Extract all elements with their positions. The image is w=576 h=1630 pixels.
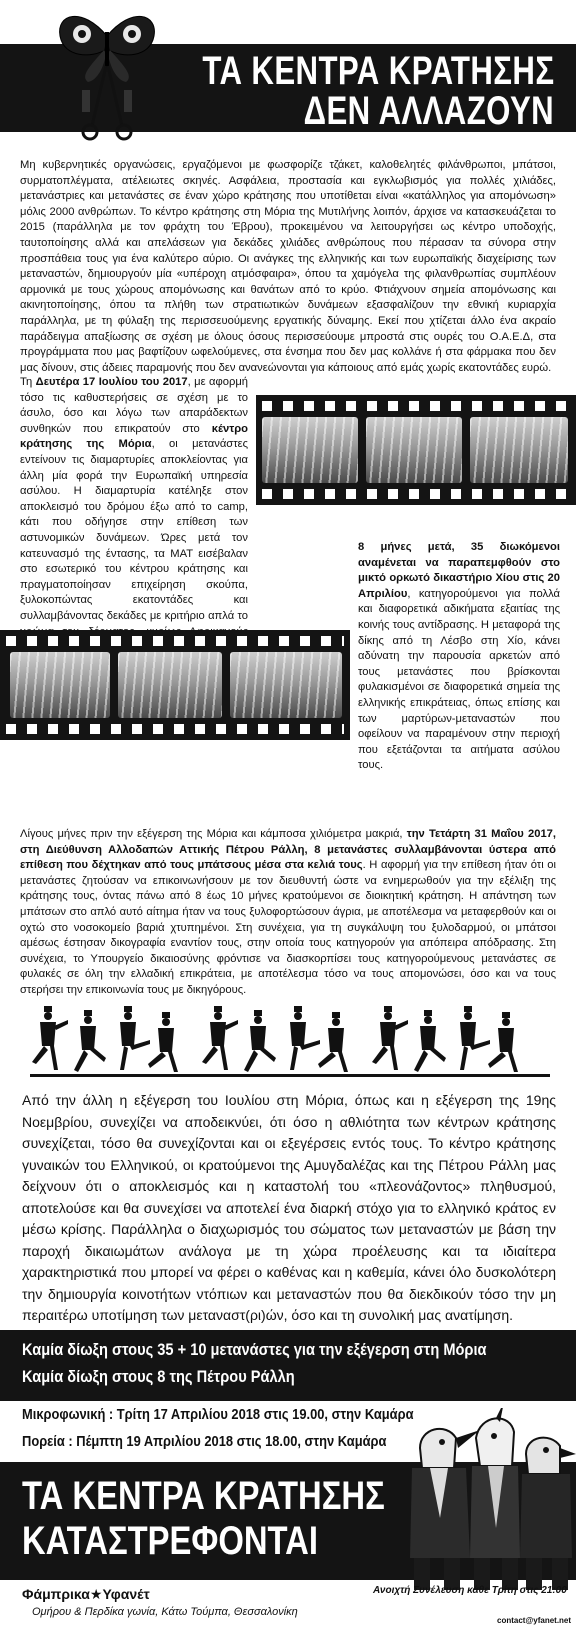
text-span: , με αφορμή τόσο τις καθυστερήσεις σε σχέση με το άσυλο, όσο και λόγω των απαράδεκτων συνθηκών που επικρατούν στο	[20, 376, 248, 435]
assembly-schedule: Ανοιχτή Συνέλευση κάθε Τρίτη στις 21:00	[373, 1585, 567, 1596]
demand-line-2: Καμία δίωξη στους 8 της Πέτρου Ράλλη	[22, 1367, 295, 1386]
photo-frame	[230, 652, 342, 718]
arrest-headline: την Τετάρτη 31 Μαΐου 2017, στη Διεύθυνση Αλλοδαπών Αττικής Πέτρου Ράλλη, 8 μετανάστες συλλαμβάνονται ύστερα από επίθεση που δέχτηκαν από τους μπάτσους μέσα στα κελιά τους	[20, 828, 556, 872]
text-span: . Η αφορμή για την επίθεση ήταν ότι οι μετανάστες ζητούσαν να επικοινωνήσουν με τον διευθυντή ώστε να ενημερωθούν για την εξέλιξη της κράτησης τους, όντας πάνω από 8 έως 10 μήνες κρατούμενοι σε διοικητική κράτηση. Η απάντηση των μπάτσων στο απλό αυτό αίτημα ήταν να τους ξυλοφορτώσουν άγρια, με αποτέλεσμα να μεταφερθούν και οι οχτώ στο νοσοκομείο βαριά χτυπημένοι. Στη συνέχεια, για τη συγκάλυψη του ξυλοδαρμού, οι μπάτσοι αμέσως έστησαν δικογραφία εναντίον τους, στην οποία τους κατηγορούν για απόπειρα απόδρασης. Στη συνέχεια, το Υπουργείο δικαιοσύνης φρόντισε να διασκορπίσει τους κατηγορούμενους μετανάστες σε φυλακές σε όλη την ελλαδική επικράτεια, με αποτέλεσμα τόσο να τους απομονώσει, όσο και να τους στερήσει την επικοινωνία τους με δικηγόρους.	[20, 859, 556, 996]
film-perforations-top	[262, 401, 570, 411]
rally-announcement: Μικροφωνική : Τρίτη 17 Απριλίου 2018 στις 19.00, στην Καμάρα	[22, 1406, 414, 1423]
intro-paragraph: Μη κυβερνητικές οργανώσεις, εργαζόμενοι με φωσφορίζε τζάκετ, καλοθελητές φιλάνθρωποι, μπάτσοι, συρματοπλέγματα, ατέλειωτες σκηνές. Ασφάλεια, προστασία και εγκλωβισμός για πολλές χιλιάδες, μετανάστριες και μετανάστες σε έναν χώρο κράτησης που υποτίθεται είναι «κατάλληλος για απομόνωση» μόλις 2000 ανθρώπων. Το κέντρο κράτησης στη Μόρια της Μυτιλήνης λοιπόν, άρχισε να κατασκευάζεται το 2015 (παράλληλα με τον φράχτη του Έβρου), προκειμένου να λειτουργήσει ως κέντρο υποδοχής, ταυτοποίησης αλλά και απελάσεων για δεκάδες χιλιάδες ανθρώπους που πέρασαν τα σύνορα στην προσπάθεια τους για ένα καλύτερο αύριο. Οι ανάγκες της ελληνικής και των ευρωπαϊκής διαχείρισης των μεταναστών, δημιουργούν μία «υπέροχη ατμόσφαιρα», όπου τα χαμόγελα της φιλανθρωπίας συμπλέουν αρμονικά με τους χώρους απομόνωσης και θανάτων από το κρύο. Φτιάχνουν σημεία απομόνωσης και ακινητοποίησης, όπου τα πλήθη των στρατιωτικών δυνάμεων εξασφαλίζουν την εθνική κυριαρχία παράλληλα, με τη φύλαξη της περισσευούμενης εργατικής δύναμης. Εκεί που χτίζεται άλλο ένα ακραίο παράδειγμα απαξίωσης σε σχέση με όλους όσους περισσεύουμε μπροστά στις ουρές του Ο.Α.Ε.Δ, στα προγράμματα που μας βαφτίζουν ωφελούμενες, στα ένσημα που δεν μας κολλάνε ή στα φάρμακα που δεν μας δίνουν, στις άδειες παραμονής που δεν ανανεώνονται για κάποιους από εμάς χωρίς εκατοντάδες ευρώ.	[20, 159, 556, 374]
text-span: , κατηγορούμενοι για πολλά και διαφορετικά αδικήματα εξαιτίας της κοινής τους αντίδρασης. Η μεταφορά της δίκης από τη Λέσβο στη Χίο, κάνει αδύνατη την παρουσία αρκετών από τους μετανάστες που βρίσκονται φυλακισμένοι σε διαφορετικά σημεία της ελληνικής επικράτειας, όπως επίσης και των μαρτύρων-μεταναστών που οφείλουν να παραμένουν στην περιοχή που εξετάζονται τα αιτήματα ασύλου τους.	[358, 587, 560, 772]
petrou-ralli-paragraph	[20, 827, 556, 999]
closing-title-line-2: ΚΑΤΑΣΤΡΕΦΟΝΤΑΙ	[22, 1519, 318, 1563]
photo-frame	[10, 652, 110, 718]
text-span: , οι μετανάστες εντείνουν τις διαμαρτυρίες αποκλείοντας για άλλη μία φορά την Ευρωπαϊκή υπηρεσία ασύλου. Η διαμαρτυρία κατέληξε στον αποκλεισμό του δρόμου έξω από το camp, κάτι που οδήγησε στην επίθεση των αστυνομικών δυνάμεων. Ώρες μετά τον κατευνασμό της έντασης, τα ΜΑΤ εισέβαλαν στο εσωτερικό του κέντρου κράτησης και πραγματοποίησαν επιχείρηση σκούπα, ξυλοκοπώντας εκατοντάδες και συλλαμβάνοντας δεκάδες με κριτήριο απλά το	[20, 438, 248, 622]
march-announcement: Πορεία : Πέμπτη 19 Απριλίου 2018 στις 18.00, στην Καμάρα	[22, 1433, 387, 1450]
closing-paragraph: Από την άλλη η εξέγερση του Ιουλίου στη Μόρια, όπως και η εξέγερση της 19ης Νοεμβρίου, συνεχίζει να αποδεικνύει, ότι όσο η αθλιότητα των κέντρων κράτησης συνεχίζεται, τόσο θα συνεχίζονται και οι εξεγέρσεις εντός τους. Το κέντρο κράτησης γυναικών του Ελληνικού, οι κρατούμενοι της Αμυγδαλέζας και της Πέτρου Ράλλη μας δείχνουν ότι ο αποκλεισμός και η καταστολή του «πλεονάζοντος» πληθυσμού, αποτελούσε και θα συνεχίσει να αποτελεί ένα διαρκή στόχο για το ελληνικό κράτος εν μέσω κρίσης. Παράλληλα ο διαχωρισμός του σώματος των μεταναστών με βάση την παροχή δικαιωμάτων ανάλογα με τη χώρα προέλευσης και τα ιδιαίτερα χαρακτηριστικά που μπορεί να φέρει ο καθένας και η καθεμία, κάνει όλο δυσκολότερη την δημιουργία κοινοτήτων ντόπιων και μεταναστών που θα διεκδικούν τόσο την μη περαιτέρω υποτίμηση των μεταναστ(ρι)ών, όσο και τη συνολική μας ανατίμηση.	[22, 1092, 556, 1323]
film-perforations-top	[6, 636, 344, 646]
trial-headline: 8 μήνες μετά, 35 διωκόμενοι αναμένεται να παραπεμφθούν στο μικτό ορκωτό δικαστήριο Χίου στις 20 Απριλίου	[358, 541, 560, 600]
place-name: κέντρο κράτησης της Μόρια	[20, 422, 248, 451]
moth-illustration	[52, 6, 162, 144]
photo-frame	[366, 417, 462, 483]
photo-frame	[118, 652, 222, 718]
collective-name-part: Φάμπρικα	[22, 1586, 90, 1602]
film-perforations-bottom	[6, 724, 344, 734]
photo-frame	[470, 417, 568, 483]
trial-paragraph	[358, 540, 560, 774]
contact-email[interactable]: contact@yfanet.net	[497, 1616, 572, 1625]
text-span: Λίγους μήνες πριν την εξέγερση της Μόρια και κάμποσα χιλιόμετρα μακριά,	[20, 828, 407, 840]
collective-address: Ομήρου & Περδίκα γωνία, Κάτω Τούμπα, Θεσσαλονίκη	[32, 1606, 298, 1618]
closing-title-line-1: ΤΑ ΚΕΝΤΡΑ ΚΡΑΤΗΣΗΣ	[22, 1474, 385, 1518]
text-span: Τη	[20, 376, 36, 388]
film-perforations-bottom	[262, 489, 570, 499]
penguin-figures-illustration	[400, 1408, 576, 1594]
demand-line-1: Καμία δίωξη στους 35 + 10 μετανάστες για την εξέγερση στη Μόρια	[22, 1340, 487, 1359]
page-title-line-1: ΤΑ ΚΕΝΤΡΑ ΚΡΑΤΗΣΗΣ	[201, 49, 554, 93]
film-strip-middle	[0, 630, 350, 740]
event-date: Δευτέρα 17 Ιουλίου του 2017	[35, 376, 188, 388]
page-title-line-2: ΔΕΝ ΑΛΛΑΖΟΥΝ	[303, 89, 554, 133]
collective-name	[22, 1586, 150, 1603]
photo-frame	[262, 417, 358, 483]
july-uprising-paragraph	[20, 375, 248, 656]
star-icon: ★	[89, 1586, 103, 1602]
collective-name-part: Υφανέτ	[102, 1586, 150, 1602]
marching-figures-illustration	[30, 1000, 550, 1080]
film-strip-top	[256, 395, 576, 505]
